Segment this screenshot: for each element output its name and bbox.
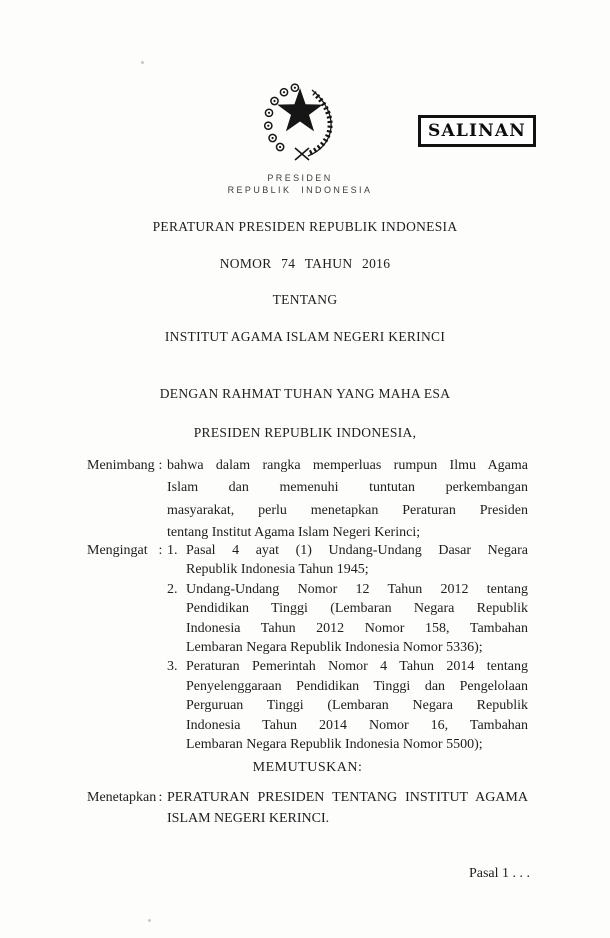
scan-speck	[141, 61, 144, 64]
menetapkan-label: Menetapkan	[87, 790, 157, 805]
menimbang-clause	[87, 455, 528, 545]
legal-basis-item	[167, 580, 528, 658]
salinan-stamp	[418, 115, 536, 147]
legal-basis-item	[167, 541, 528, 580]
title-subject: INSTITUT AGAMA ISLAM NEGERI KERINCI	[164, 329, 446, 344]
title-tentang: TENTANG	[272, 292, 338, 307]
legal-basis-item-number: 3.	[167, 659, 178, 675]
menetapkan-clause	[87, 788, 528, 829]
legal-basis-item-text: Pasal 4 ayat (1) Undang-Undang Dasar Negara Republik Indonesia Tahun 1945;	[186, 543, 528, 578]
presidential-seal-icon	[258, 83, 346, 161]
invocation-line: DENGAN RAHMAT TUHAN YANG MAHA ESA	[159, 386, 451, 401]
menimbang-text: bahwa dalam rangka memperluas rumpun Ilmu Agama Islam dan memenuhi tuntutan perkembangan masyarakat, perlu menetapkan Peraturan Presiden tentang Institut Agama Islam Negeri Kerinci;	[167, 458, 528, 541]
menetapkan-colon: :	[158, 790, 163, 805]
mengingat-colon: :	[158, 543, 163, 558]
legal-basis-item	[167, 657, 528, 754]
enacting-authority-line: PRESIDEN REPUBLIK INDONESIA,	[193, 425, 417, 440]
mengingat-list	[167, 541, 528, 754]
title-number-year: NOMOR 74 TAHUN 2016	[219, 256, 391, 271]
mengingat-clause	[87, 541, 528, 754]
legal-basis-item-number: 2.	[167, 581, 178, 597]
menimbang-colon: :	[158, 458, 163, 473]
letterhead	[0, 173, 600, 196]
memutuskan-heading: MEMUTUSKAN:	[252, 760, 363, 775]
legal-basis-item-text: Peraturan Pemerintah Nomor 4 Tahun 2014 tentang Penyelenggaraan Pendidikan Tinggi dan Pengelolaan Perguruan Tinggi (Lembaran Negara Republik Indonesia Tahun 2014 Nomor 16, Tambahan Lembaran Negara Republik Indonesia Nomor 5500);	[186, 659, 528, 753]
scan-speck	[148, 919, 151, 922]
title-regulation: PERATURAN PRESIDEN REPUBLIK INDONESIA	[152, 219, 458, 234]
letterhead-presiden: PRESIDEN	[267, 173, 333, 183]
mengingat-label: Mengingat	[87, 543, 148, 558]
letterhead-republik-indonesia: REPUBLIK INDONESIA	[227, 184, 373, 195]
menimbang-label: Menimbang	[87, 458, 155, 473]
legal-basis-item-number: 1.	[167, 543, 178, 558]
salinan-stamp-label: SALINAN	[427, 121, 527, 141]
menetapkan-text: PERATURAN PRESIDEN TENTANG INSTITUT AGAMA ISLAM NEGERI KERINCI.	[167, 790, 528, 826]
catchword-pasal-1: Pasal 1 . . .	[468, 866, 530, 881]
legal-basis-item-text: Undang-Undang Nomor 12 Tahun 2012 tentang Pendidikan Tinggi (Lembaran Negara Republik Indonesia Tahun 2012 Nomor 158, Tambahan Lembaran Negara Republik Indonesia Nomor 5336);	[186, 581, 528, 656]
